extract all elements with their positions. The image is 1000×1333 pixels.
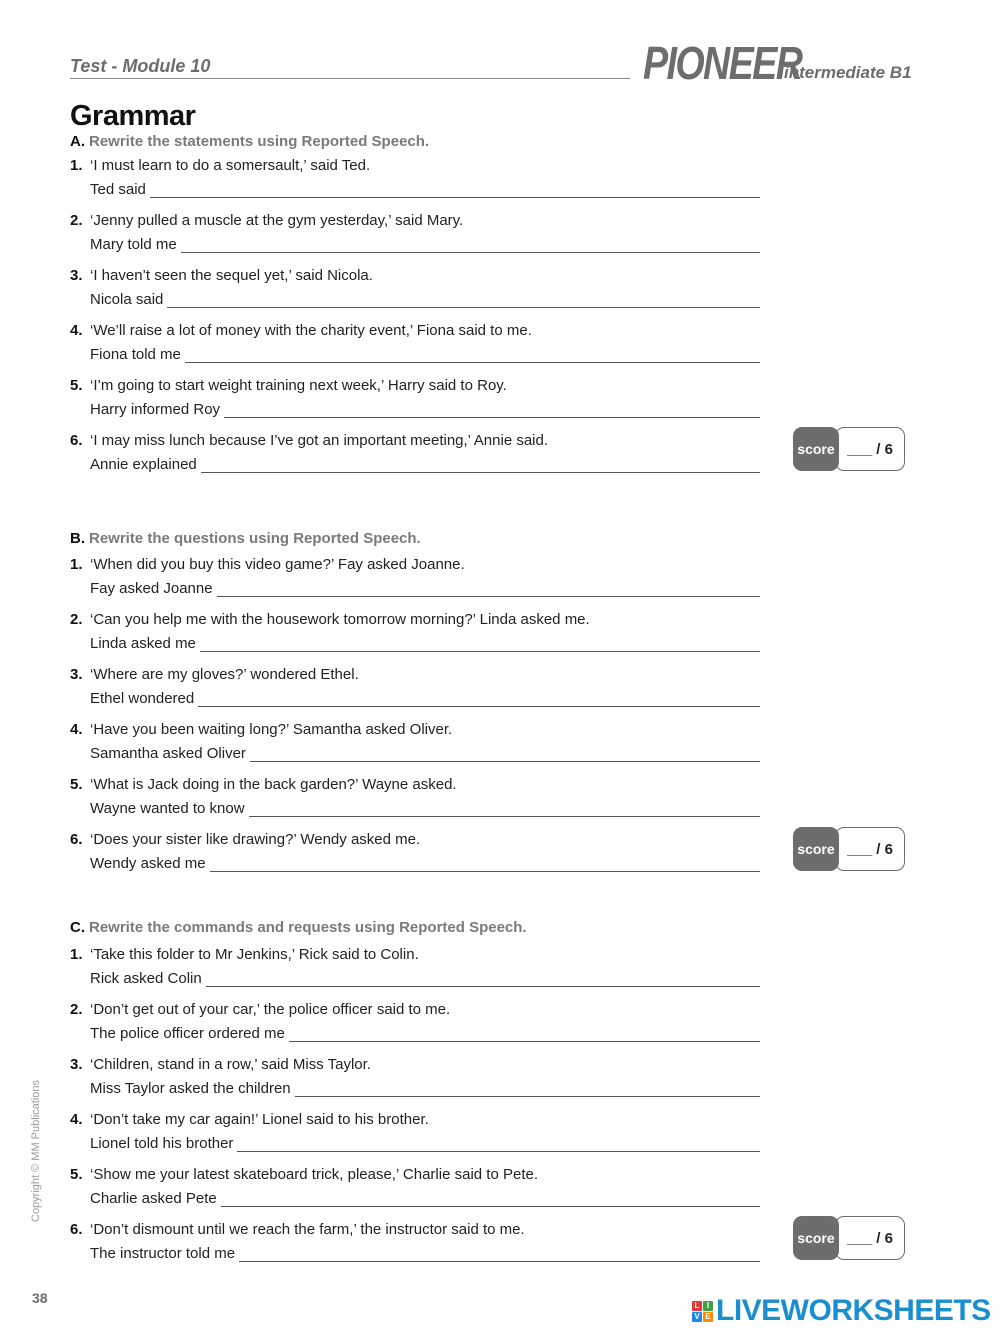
brand-logo: PIONEER <box>643 37 802 89</box>
question-b2 <box>70 611 590 628</box>
item-number: 5. <box>70 776 83 793</box>
answer-stem: Annie explained <box>90 456 197 473</box>
instruction-text: Rewrite the questions using Reported Speech. <box>89 530 421 547</box>
answer-stem: Miss Taylor asked the children <box>90 1080 291 1097</box>
answer-stem: Linda asked me <box>90 635 196 652</box>
item-number: 4. <box>70 322 83 339</box>
answer-line[interactable] <box>167 290 760 308</box>
answer-stem: Ethel wondered <box>90 690 195 707</box>
item-number: 4. <box>70 721 83 738</box>
question-a6 <box>70 432 548 449</box>
question-text: ‘Take this folder to Mr Jenkins,’ Rick said to Colin. <box>90 946 419 963</box>
page-number: 38 <box>32 1290 48 1306</box>
question-text: ‘Don’t get out of your car,’ the police officer said to me. <box>90 1001 451 1018</box>
answer-b6 <box>90 854 760 872</box>
answer-stem: Samantha asked Oliver <box>90 745 246 762</box>
question-text: ‘I may miss lunch because I’ve got an important meeting,’ Annie said. <box>90 432 549 449</box>
question-text: ‘Don’t take my car again!’ Lionel said to his brother. <box>90 1111 429 1128</box>
item-number: 2. <box>70 1001 83 1018</box>
answer-stem: Fay asked Joanne <box>90 580 213 597</box>
score-input[interactable]: ___ / 6 <box>835 1216 905 1260</box>
answer-c4 <box>90 1134 760 1152</box>
instruction-text: Rewrite the commands and requests using Reported Speech. <box>89 919 527 936</box>
answer-stem: Harry informed Roy <box>90 401 221 418</box>
question-text: ‘Have you been waiting long?’ Samantha asked Oliver. <box>90 721 453 738</box>
answer-stem: Rick asked Colin <box>90 970 202 987</box>
answer-stem: Charlie asked Pete <box>90 1190 217 1207</box>
item-number: 2. <box>70 611 83 628</box>
liveworksheets-icon <box>692 1301 713 1322</box>
question-text: ‘Show me your latest skateboard trick, please,’ Charlie said to Pete. <box>90 1166 538 1183</box>
brand-level: intermediate B1 <box>784 63 912 82</box>
liveworksheets-logo[interactable] <box>692 1294 991 1328</box>
question-text: ‘Don’t dismount until we reach the farm,’ the instructor said to me. <box>90 1221 525 1238</box>
answer-line[interactable] <box>198 689 760 707</box>
answer-stem: The police officer ordered me <box>90 1025 285 1042</box>
answer-c1 <box>90 969 760 987</box>
question-text: ‘When did you buy this video game?’ Fay asked Joanne. <box>90 556 465 573</box>
question-text: ‘Can you help me with the housework tomorrow morning?’ Linda asked me. <box>90 611 590 628</box>
answer-line[interactable] <box>250 744 760 762</box>
question-b5 <box>70 776 457 793</box>
answer-line[interactable] <box>237 1134 760 1152</box>
answer-line[interactable] <box>221 1189 760 1207</box>
section-a-instruction <box>70 133 429 150</box>
question-text: ‘I must learn to do a somersault,’ said Ted. <box>90 157 371 174</box>
answer-stem: Ted said <box>90 181 146 198</box>
item-number: 3. <box>70 666 83 683</box>
question-b4 <box>70 721 452 738</box>
question-text: ‘Does your sister like drawing?’ Wendy asked me. <box>90 831 421 848</box>
score-input[interactable]: ___ / 6 <box>835 427 905 471</box>
question-b6 <box>70 831 420 848</box>
item-number: 3. <box>70 1056 83 1073</box>
logo-text: LIVEWORKSHEETS <box>716 1294 991 1327</box>
question-c6 <box>70 1221 525 1238</box>
answer-stem: The instructor told me <box>90 1245 236 1262</box>
answer-stem: Wendy asked me <box>90 855 206 872</box>
logo-letter-v: V <box>692 1312 702 1322</box>
question-a4 <box>70 322 532 339</box>
question-text: ‘Children, stand in a row,’ said Miss Taylor. <box>90 1056 371 1073</box>
answer-stem: Fiona told me <box>90 346 181 363</box>
answer-stem: Mary told me <box>90 236 177 253</box>
logo-letter-e: E <box>703 1312 713 1322</box>
item-number: 1. <box>70 946 83 963</box>
section-letter: A. <box>70 133 85 150</box>
section-letter: B. <box>70 530 85 547</box>
score-label: score <box>793 827 839 871</box>
instruction-text: Rewrite the statements using Reported Speech. <box>89 133 430 150</box>
answer-line[interactable] <box>239 1244 760 1262</box>
answer-line[interactable] <box>289 1024 760 1042</box>
answer-c3 <box>90 1079 760 1097</box>
item-number: 3. <box>70 267 83 284</box>
page-title: Grammar <box>70 100 196 132</box>
answer-line[interactable] <box>210 854 760 872</box>
item-number: 1. <box>70 556 83 573</box>
answer-a1 <box>90 180 760 198</box>
header-divider <box>70 78 630 79</box>
question-c5 <box>70 1166 538 1183</box>
answer-a2 <box>90 235 760 253</box>
answer-c2 <box>90 1024 760 1042</box>
logo-letter-i: I <box>703 1301 713 1311</box>
question-c1 <box>70 946 419 963</box>
answer-b1 <box>90 579 760 597</box>
answer-line[interactable] <box>217 579 760 597</box>
answer-line[interactable] <box>181 235 760 253</box>
question-b3 <box>70 666 359 683</box>
question-a1 <box>70 157 370 174</box>
question-text: ‘We’ll raise a lot of money with the charity event,’ Fiona said to me. <box>90 322 532 339</box>
answer-stem: Lionel told his brother <box>90 1135 234 1152</box>
answer-line[interactable] <box>295 1079 760 1097</box>
answer-b2 <box>90 634 760 652</box>
answer-a6 <box>90 455 760 473</box>
answer-line[interactable] <box>200 634 760 652</box>
question-text: ‘Where are my gloves?’ wondered Ethel. <box>90 666 359 683</box>
item-number: 6. <box>70 831 83 848</box>
answer-line[interactable] <box>224 400 760 418</box>
answer-b3 <box>90 689 760 707</box>
test-module-label: Test - Module 10 <box>70 56 211 76</box>
answer-a5 <box>90 400 760 418</box>
section-b-instruction <box>70 530 421 547</box>
answer-stem: Nicola said <box>90 291 164 308</box>
answer-line[interactable] <box>201 455 760 473</box>
question-a5 <box>70 377 507 394</box>
item-number: 4. <box>70 1111 83 1128</box>
score-label: score <box>793 1216 839 1260</box>
score-box-b <box>793 827 905 871</box>
section-letter: C. <box>70 919 85 936</box>
item-number: 6. <box>70 1221 83 1238</box>
question-c2 <box>70 1001 450 1018</box>
item-number: 6. <box>70 432 83 449</box>
copyright-note: Copyright © MM Publications <box>30 1080 42 1222</box>
answer-line[interactable] <box>185 345 760 363</box>
answer-a3 <box>90 290 760 308</box>
item-number: 1. <box>70 157 83 174</box>
score-box-a <box>793 427 905 471</box>
logo-letter-l: L <box>692 1301 702 1311</box>
question-text: ‘I haven’t seen the sequel yet,’ said Nicola. <box>90 267 373 284</box>
question-text: ‘Jenny pulled a muscle at the gym yesterday,’ said Mary. <box>90 212 464 229</box>
score-input[interactable]: ___ / 6 <box>835 827 905 871</box>
answer-b4 <box>90 744 760 762</box>
section-c-instruction <box>70 919 527 936</box>
answer-line[interactable] <box>249 799 760 817</box>
answer-c6 <box>90 1244 760 1262</box>
question-c3 <box>70 1056 371 1073</box>
answer-line[interactable] <box>206 969 760 987</box>
answer-a4 <box>90 345 760 363</box>
score-box-c <box>793 1216 905 1260</box>
question-a2 <box>70 212 463 229</box>
question-b1 <box>70 556 465 573</box>
answer-line[interactable] <box>150 180 760 198</box>
score-label: score <box>793 427 839 471</box>
item-number: 5. <box>70 1166 83 1183</box>
question-text: ‘What is Jack doing in the back garden?’ Wayne asked. <box>90 776 457 793</box>
item-number: 2. <box>70 212 83 229</box>
item-number: 5. <box>70 377 83 394</box>
answer-c5 <box>90 1189 760 1207</box>
question-c4 <box>70 1111 429 1128</box>
question-a3 <box>70 267 373 284</box>
answer-b5 <box>90 799 760 817</box>
question-text: ‘I’m going to start weight training next week,’ Harry said to Roy. <box>90 377 507 394</box>
answer-stem: Wayne wanted to know <box>90 800 245 817</box>
